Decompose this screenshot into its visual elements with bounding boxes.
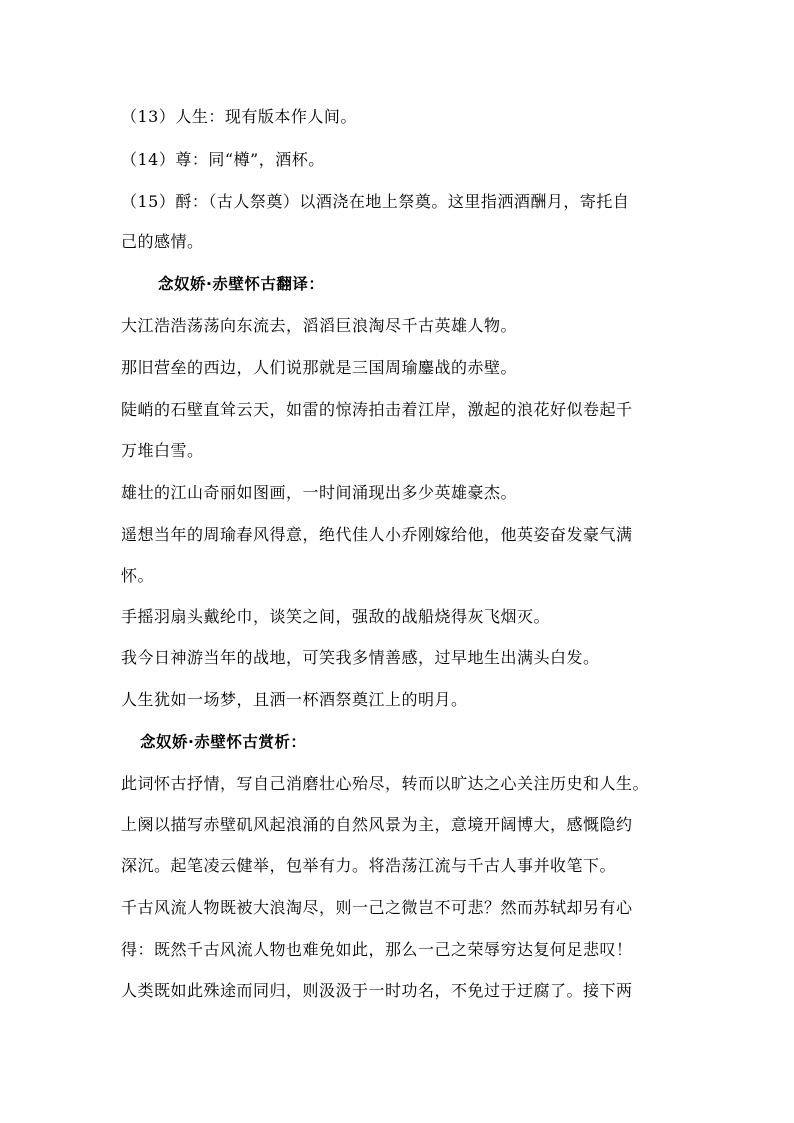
translation-line: 陡峭的石壁直耸云天，如雷的惊涛拍击着江岸，激起的浪花好似卷起千 — [121, 400, 633, 419]
appreciation-line: 上阕以描写赤壁矶风起浪涌的自然风景为主，意境开阔博大，感慨隐约 — [121, 815, 633, 834]
translation-line: 雄壮的江山奇丽如图画，一时间涌现出多少英雄豪杰。 — [121, 483, 518, 502]
translation-line: 我今日神游当年的战地，可笑我多情善感，过早地生出满头白发。 — [121, 648, 600, 667]
translation-line: 遥想当年的周瑜春风得意，绝代佳人小乔刚嫁给他，他英姿奋发豪气满 — [121, 525, 633, 544]
appreciation-heading: 念奴娇·赤壁怀古赏析： — [140, 733, 307, 751]
translation-line: 怀。 — [121, 566, 155, 585]
translation-line: 万堆白雪。 — [121, 441, 204, 460]
translation-line: 手摇羽扇头戴纶巾，谈笑之间，强敌的战船烧得灰飞烟灭。 — [121, 607, 551, 626]
appreciation-line: 人类既如此殊途而同归，则汲汲于一时功名，不免过于迂腐了。接下两 — [121, 981, 633, 1000]
translation-line: 大江浩浩荡荡向东流去，滔滔巨浪淘尽千古英雄人物。 — [121, 316, 518, 335]
appreciation-line: 千古风流人物既被大浪淘尽，则一己之微岂不可悲？然而苏轼却另有心 — [121, 898, 633, 917]
appreciation-line: 得：既然千古风流人物也难免如此，那么一己之荣辱穷达复何足悲叹！ — [121, 940, 633, 959]
note-13: （13）人生：现有版本作人间。 — [121, 107, 357, 126]
appreciation-line: 此词怀古抒情，写自己消磨壮心殆尽，转而以旷达之心关注历史和人生。 — [121, 774, 650, 793]
note-15-continued: 己的感情。 — [121, 232, 204, 251]
note-15: （15）酹：（古人祭奠）以酒浇在地上祭奠。这里指洒酒酬月，寄托自 — [121, 192, 630, 211]
translation-line: 那旧营垒的西边，人们说那就是三国周瑜鏖战的赤壁。 — [121, 358, 518, 377]
note-14: （14）尊：同“樽”，酒杯。 — [121, 150, 325, 169]
translation-line: 人生犹如一场梦，且洒一杯酒祭奠江上的明月。 — [121, 690, 468, 709]
translation-heading: 念奴娇·赤壁怀古翻译： — [158, 275, 325, 293]
appreciation-line: 深沉。起笔凌云健举，包举有力。将浩荡江流与千古人事并收笔下。 — [121, 856, 617, 875]
